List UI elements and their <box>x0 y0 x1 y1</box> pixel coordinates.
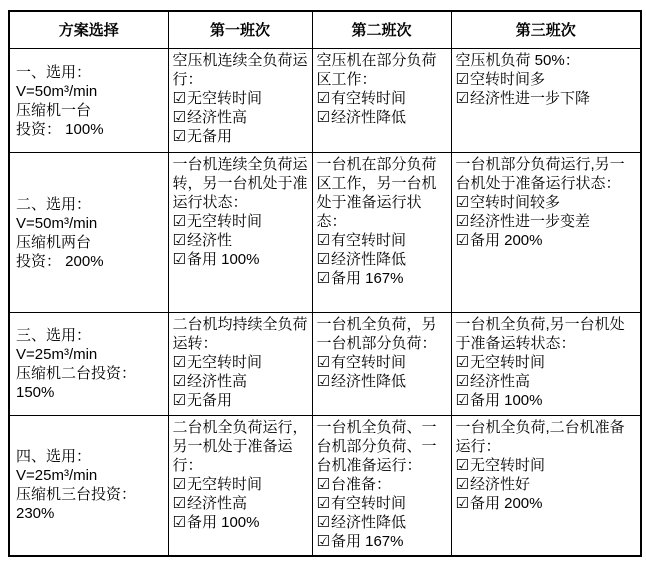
checklist-item <box>317 108 449 127</box>
checkbox-checked-icon: ☑ <box>316 513 330 531</box>
checklist-item <box>173 494 310 513</box>
shift-cell-2 <box>312 313 451 416</box>
checkbox-checked-icon: ☑ <box>172 391 186 409</box>
scheme-line: 投资： 100% <box>16 120 104 138</box>
checklist-item-label: 无空转时间 <box>186 213 262 230</box>
shift-intro: 一台机全负荷、一台机部分负荷、一台机准备运行： <box>316 419 437 474</box>
shift-cell-2 <box>312 153 451 313</box>
checklist-item-label: 经济性好 <box>469 476 530 493</box>
checklist-item-label: 空转时间较多 <box>469 194 560 211</box>
checklist-item <box>456 212 639 231</box>
checkbox-checked-icon: ☑ <box>316 475 330 493</box>
checklist-item-label: 备用 100% <box>469 392 543 409</box>
checkbox-checked-icon: ☑ <box>455 372 469 390</box>
checklist-item <box>317 494 449 513</box>
shift-cell-2 <box>312 416 451 556</box>
checkbox-checked-icon: ☑ <box>455 89 469 107</box>
shift-intro: 空压机负荷 50%： <box>455 52 580 69</box>
checklist-item-label: 经济性降低 <box>330 373 406 390</box>
checkbox-checked-icon: ☑ <box>316 532 330 550</box>
checkbox-checked-icon: ☑ <box>316 89 330 107</box>
checkbox-checked-icon: ☑ <box>172 475 186 493</box>
checklist-item <box>456 494 639 513</box>
scheme-line: 一、选用：V=50m³/min <box>16 63 98 100</box>
checklist-item <box>317 513 449 532</box>
checklist-item-label: 有空转时间 <box>330 354 406 371</box>
checklist-item-label: 备用 200% <box>469 495 543 512</box>
checklist-item <box>456 372 639 391</box>
checklist-item <box>173 513 310 532</box>
checklist-item-label: 有空转时间 <box>330 495 406 512</box>
col-header-shift-3: 第三班次 <box>451 11 641 49</box>
checklist-item-label: 备用 167% <box>330 270 404 287</box>
checklist-item-label: 无备用 <box>186 128 232 145</box>
scheme-cell <box>9 416 168 556</box>
checklist-item <box>173 212 310 231</box>
checkbox-checked-icon: ☑ <box>172 353 186 371</box>
checklist-item <box>456 231 639 250</box>
checklist-item-label: 无空转时间 <box>469 457 545 474</box>
checkbox-checked-icon: ☑ <box>172 231 186 249</box>
checklist-item <box>173 475 310 494</box>
checkbox-checked-icon: ☑ <box>172 513 186 531</box>
checklist-item-label: 备用 167% <box>330 533 404 550</box>
scheme-line: 压缩机三台投资：230% <box>16 486 137 523</box>
table-row <box>9 416 641 556</box>
col-header-scheme: 方案选择 <box>9 11 168 49</box>
checkbox-checked-icon: ☑ <box>172 127 186 145</box>
shift-intro: 空压机在部分负荷区工作： <box>316 52 437 88</box>
checklist-item <box>456 475 639 494</box>
checklist-item <box>317 532 449 551</box>
checklist-item <box>173 250 310 269</box>
checklist-item-label: 经济性高 <box>186 495 247 512</box>
checklist-item-label: 经济性进一步变差 <box>469 213 590 230</box>
checklist-item-label: 经济性高 <box>186 373 247 390</box>
checklist-item <box>173 391 310 410</box>
shift-cell-3 <box>451 49 641 153</box>
checklist-item <box>173 108 310 127</box>
scheme-cell <box>9 313 168 416</box>
checklist-item <box>173 372 310 391</box>
checkbox-checked-icon: ☑ <box>316 231 330 249</box>
shift-cell-2 <box>312 49 451 153</box>
checkbox-checked-icon: ☑ <box>455 231 469 249</box>
scheme-line: 压缩机两台 <box>16 233 92 251</box>
checkbox-checked-icon: ☑ <box>455 494 469 512</box>
scheme-cell <box>9 153 168 313</box>
checklist-item-label: 无空转时间 <box>186 476 262 493</box>
checklist-item-label: 无空转时间 <box>186 90 262 107</box>
checklist-item-label: 经济性高 <box>469 373 530 390</box>
checkbox-checked-icon: ☑ <box>316 108 330 126</box>
checklist-item <box>456 89 639 108</box>
shift-cell-1 <box>168 416 312 556</box>
checklist-item-label: 经济性降低 <box>330 514 406 531</box>
shift-intro: 空压机连续全负荷运行： <box>172 52 308 88</box>
shift-intro: 一台机全负荷,二台机准备运行： <box>455 419 625 455</box>
checkbox-checked-icon: ☑ <box>316 269 330 287</box>
checklist-item <box>456 456 639 475</box>
checklist-item <box>456 70 639 89</box>
checklist-item <box>456 391 639 410</box>
checklist-item-label: 有空转时间 <box>330 90 406 107</box>
checklist-item-label: 无空转时间 <box>186 354 262 371</box>
checklist-item-label: 备用 200% <box>469 232 543 249</box>
checklist-item-label: 备用 100% <box>186 514 260 531</box>
checklist-item <box>173 127 310 146</box>
shift-cell-1 <box>168 49 312 153</box>
table-row <box>9 49 641 153</box>
shift-cell-3 <box>451 313 641 416</box>
scheme-line: 四、选用：V=25m³/min <box>16 448 98 485</box>
checklist-item-label: 经济性高 <box>186 109 247 126</box>
table-row <box>9 313 641 416</box>
scheme-line: 三、选用：V=25m³/min <box>16 327 98 363</box>
checklist-item-label: 无备用 <box>186 392 232 409</box>
checklist-item-label: 经济性 <box>186 232 232 249</box>
shift-intro: 二台机全负荷运行，另一机处于准备运行： <box>172 419 308 474</box>
shift-intro: 一台机全负荷，另一台机部分负荷： <box>316 316 437 352</box>
scheme-line: 投资： 200% <box>16 252 104 270</box>
checklist-item <box>317 269 449 288</box>
checklist-item <box>317 475 449 494</box>
checkbox-checked-icon: ☑ <box>455 391 469 409</box>
checklist-item <box>317 89 449 108</box>
checklist-item <box>317 250 449 269</box>
checklist-item <box>456 353 639 372</box>
shift-cell-3 <box>451 416 641 556</box>
checkbox-checked-icon: ☑ <box>455 212 469 230</box>
checklist-item-label: 备用 100% <box>186 251 260 268</box>
checklist-item-label: 无空转时间 <box>469 354 545 371</box>
checklist-item-label: 经济性降低 <box>330 251 406 268</box>
checklist-item <box>173 89 310 108</box>
checklist-item <box>456 193 639 212</box>
scheme-line: 二、选用：V=50m³/min <box>16 195 98 232</box>
checkbox-checked-icon: ☑ <box>455 70 469 88</box>
checklist-item <box>317 372 449 391</box>
checklist-item <box>173 353 310 372</box>
scheme-line: 压缩机一台 <box>16 101 92 119</box>
shift-intro: 一台机全负荷,另一台机处于准备运转状态： <box>455 316 625 352</box>
checkbox-checked-icon: ☑ <box>316 250 330 268</box>
checkbox-checked-icon: ☑ <box>316 494 330 512</box>
table-row <box>9 153 641 313</box>
checkbox-checked-icon: ☑ <box>172 212 186 230</box>
checklist-item-label: 有空转时间 <box>330 232 406 249</box>
shift-intro: 一台机部分负荷运行,另一台机处于准备运行状态： <box>455 156 625 192</box>
scheme-cell <box>9 49 168 153</box>
shift-intro: 一台机连续全负荷运转，另一台机处于准运行状态： <box>172 156 308 211</box>
col-header-shift-2: 第二班次 <box>312 11 451 49</box>
shift-cell-1 <box>168 313 312 416</box>
checklist-item-label: 经济性降低 <box>330 109 406 126</box>
checkbox-checked-icon: ☑ <box>316 353 330 371</box>
checklist-item-label: 台准备： <box>330 476 391 493</box>
checkbox-checked-icon: ☑ <box>316 372 330 390</box>
checkbox-checked-icon: ☑ <box>172 89 186 107</box>
header-row <box>9 11 641 49</box>
checkbox-checked-icon: ☑ <box>455 353 469 371</box>
checkbox-checked-icon: ☑ <box>455 475 469 493</box>
col-header-shift-1: 第一班次 <box>168 11 312 49</box>
checkbox-checked-icon: ☑ <box>455 456 469 474</box>
checkbox-checked-icon: ☑ <box>455 193 469 211</box>
checklist-item <box>317 353 449 372</box>
shift-intro: 一台机在部分负荷区工作，另一台机处于准备运行状态： <box>316 156 437 230</box>
checkbox-checked-icon: ☑ <box>172 494 186 512</box>
checkbox-checked-icon: ☑ <box>172 372 186 390</box>
shift-cell-1 <box>168 153 312 313</box>
scheme-comparison-table <box>8 10 642 557</box>
checklist-item-label: 经济性进一步下降 <box>469 90 590 107</box>
checklist-item <box>173 231 310 250</box>
shift-cell-3 <box>451 153 641 313</box>
scheme-line: 压缩机二台投资：150% <box>16 365 137 401</box>
shift-intro: 二台机均持续全负荷运转： <box>172 316 308 352</box>
checkbox-checked-icon: ☑ <box>172 250 186 268</box>
checklist-item <box>317 231 449 250</box>
checklist-item-label: 空转时间多 <box>469 71 545 88</box>
checkbox-checked-icon: ☑ <box>172 108 186 126</box>
